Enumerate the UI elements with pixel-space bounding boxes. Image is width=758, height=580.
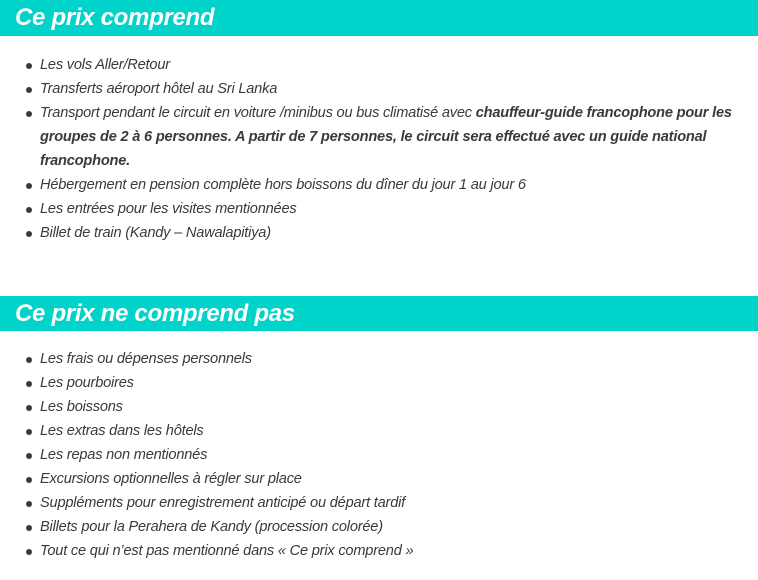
list-item: Les vols Aller/Retour — [40, 53, 743, 77]
list-item: Les boissons — [40, 395, 743, 419]
list-item: Les frais ou dépenses personnels — [40, 347, 743, 371]
list-item: Hébergement en pension complète hors boissons du dîner du jour 1 au jour 6 — [40, 173, 743, 197]
list-item: Billets pour la Perahera de Kandy (procession colorée) — [40, 515, 743, 539]
list-item: Les entrées pour les visites mentionnées — [40, 197, 743, 221]
list-item — [40, 101, 743, 173]
list-item: Les extras dans les hôtels — [40, 419, 743, 443]
included-section — [0, 0, 758, 245]
list-item: Les repas non mentionnés — [40, 443, 743, 467]
item-bold-text: chauffeur-guide francophone pour les groupes de 2 à 6 personnes. A partir de 7 personnes, le circuit sera effectué avec un guide national francophone. — [40, 105, 732, 169]
excluded-list — [0, 347, 758, 563]
list-item: Transferts aéroport hôtel au Sri Lanka — [40, 77, 743, 101]
list-item: Excursions optionnelles à régler sur place — [40, 467, 743, 491]
excluded-section — [0, 296, 758, 563]
included-list — [0, 53, 758, 245]
section-heading: Ce prix comprend — [0, 0, 758, 36]
section-heading: Ce prix ne comprend pas — [0, 296, 758, 331]
list-item: Les pourboires — [40, 371, 743, 395]
list-item: Suppléments pour enregistrement anticipé ou départ tardif — [40, 491, 743, 515]
item-text: Transport pendant le circuit en voiture /minibus ou bus climatisé avec — [40, 105, 476, 121]
list-item: Billet de train (Kandy – Nawalapitiya) — [40, 221, 743, 245]
list-item: Tout ce qui n’est pas mentionné dans « Ce prix comprend » — [40, 539, 743, 563]
